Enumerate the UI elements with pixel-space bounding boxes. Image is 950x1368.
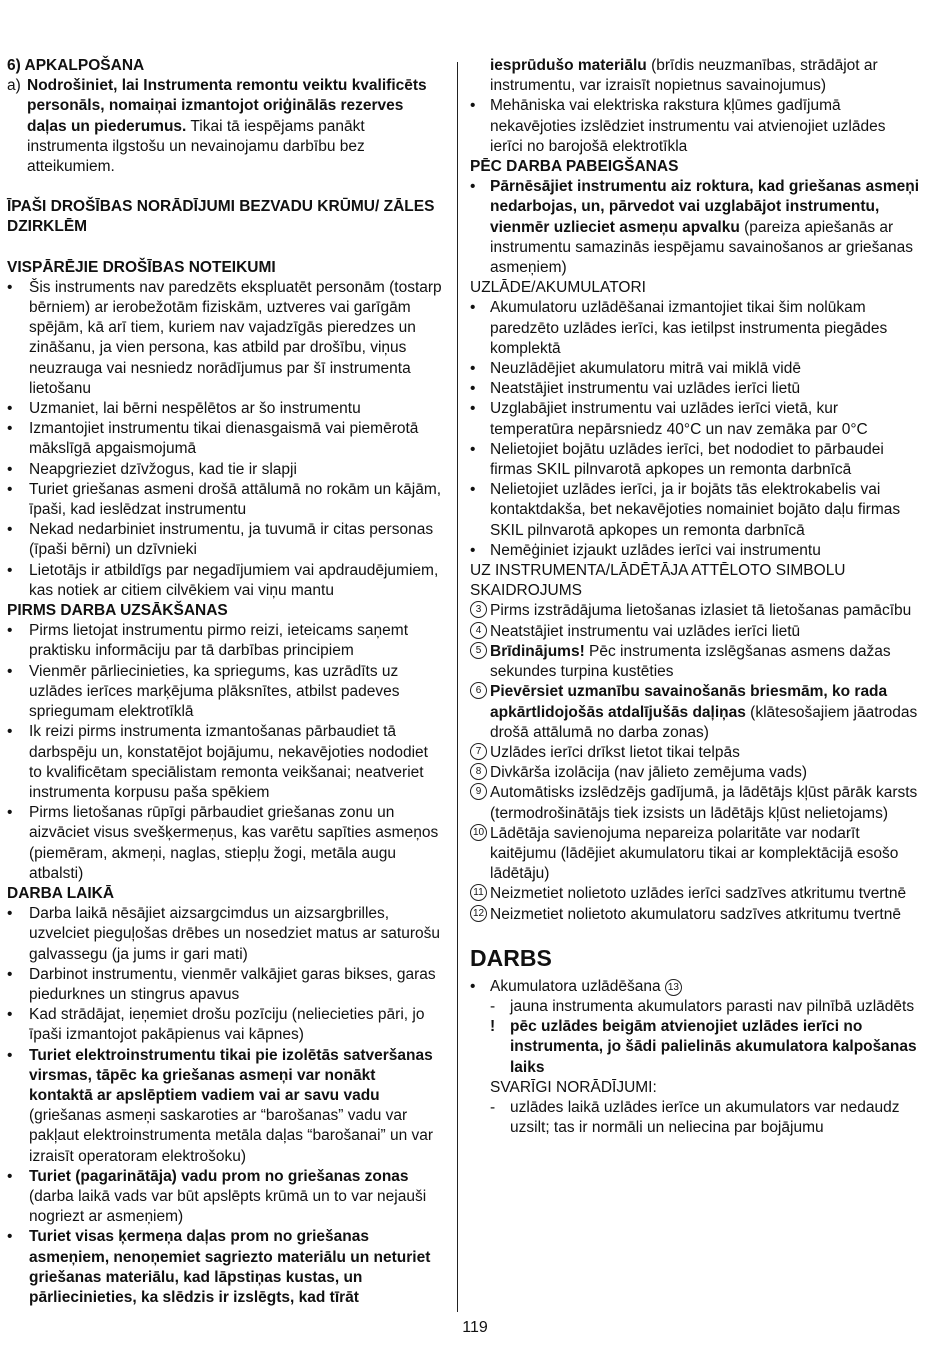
symbol-item: 5 Brīdinājums! Pēc instrumenta izslēgšanas asmens dažas sekundes turpina kustēties	[470, 642, 920, 682]
left-column	[7, 56, 442, 1308]
symbol-item: 10 Lādētāja savienojuma nepareiza polaritāte var nodarīt kaitējumu (lādējiet akumulatoru tikai ar komplektācijā esošo lādētāju)	[470, 824, 920, 885]
dash-icon: -	[490, 997, 496, 1015]
list-item: • Pārnēsājiet instrumentu aiz roktura, kad griešanas asmeņi nedarbojas, un, pārvedot vai uzglabājot instrumentu, vienmēr uzlieciet asmeņu apvalku (pareiza apiešanās ar instrumentu samazinās iespējamu savainošanos ar griešanas asmeņiem)	[470, 178, 919, 277]
symbol-item: 8 Divkārša izolācija (nav jālieto zemējuma vads)	[470, 763, 920, 783]
list-item: • Mehāniska vai elektriska rakstura kļūmes gadījumā nekavējoties izslēdziet instrumentu vai atvienojiet uzlādes ierīci no barojošā elektrotīkla	[470, 97, 886, 155]
bullet-icon: •	[7, 480, 13, 498]
symbols-heading: UZ INSTRUMENTA/LĀDĒTĀJA ATTĒLOTO SIMBOLU SKAIDROJUMS	[470, 562, 846, 600]
bullet-icon: •	[7, 662, 13, 680]
symbol-item: 7 Uzlādes ierīci drīkst lietot tikai telpās	[470, 743, 920, 763]
symbol-item: 9 Automātisks izslēdzējs gadījumā, ja lādētājs kļūst pārāk karsts (termodrošinātājs tiek izsists un lādētājs kļūst nelietojams)	[470, 783, 920, 823]
list-item: • Darba laikā nēsājiet aizsargcimdus un aizsargbrilles, uzvelciet pieguļošas drēbes un nosedziet matus ar saturošu galvassegu (ja jums ir gari mati)	[7, 905, 440, 963]
list-item: • Nelietojiet uzlādes ierīci, ja ir bojāts tās elektrokabelis vai kontaktdakša, bet nekavējoties nomainiet bojāto daļu firmas SKIL pilnvarotā apkopes un remonta darbnīcā	[470, 481, 901, 539]
number-badge: 12	[470, 905, 487, 922]
bullet-icon: •	[470, 299, 476, 317]
symbol-item: 3 Pirms izstrādājuma lietošanas izlasiet tā lietošanas pamācību	[470, 601, 920, 621]
list-item: • Vienmēr pārliecinieties, ka spriegums, kas uzrādīts uz uzlādes ierīces marķējuma plāksnītes, atbilst padeves spriegumam elektrotīklā	[7, 662, 400, 721]
bullet-icon: •	[7, 1167, 13, 1185]
before-list	[7, 621, 442, 884]
list-item: • Turiet griešanas asmeni drošā attālumā no rokām un kājām, īpaši, kad ieslēdzat instrumentu	[7, 480, 442, 519]
bullet-icon: •	[7, 905, 13, 923]
darbs-heading: DARBS	[470, 944, 552, 971]
during-list	[7, 904, 442, 1308]
number-badge: 4	[470, 622, 487, 639]
bullet-icon: •	[7, 723, 13, 741]
section-a-item	[7, 76, 442, 177]
list-item: • Turiet elektroinstrumentu tikai pie izolētās satveršanas virsmas, tāpēc ka griešanas asmeņi var nonākt kontaktā ar apslēptiem vadiem vai ar savu vadu (griešanas asmeņi saskaroties ar “barošanas” vadu var pakļaut elektroinstrumenta metāla daļas “barošanai” un var izraisīt operatoram elektrošoku)	[7, 1046, 434, 1165]
list-item: • Turiet (pagarinātāja) vadu prom no griešanas zonas (darba laikā vads var būt apslēpts krūmā un to var nejauši nogriezt ar asmeņiem)	[7, 1167, 427, 1226]
list-item: • Neuzlādējiet akumulatoru mitrā vai miklā vidē	[470, 359, 920, 379]
symbol-item: 12 Neizmetiet nolietoto akumulatoru sadzīves atkritumu tvertnē	[470, 905, 920, 925]
bullet-icon: •	[7, 804, 13, 822]
bullet-icon: •	[470, 440, 476, 458]
important-heading: SVARĪGI NORĀDĪJUMI:	[490, 1078, 657, 1096]
bullet-icon: •	[7, 1228, 13, 1246]
number-badge: 5	[470, 642, 487, 659]
list-item: • Akumulatora uzlādēšana 13	[470, 977, 920, 997]
charge-list	[470, 298, 920, 561]
exclamation-icon: !	[490, 1018, 496, 1036]
section-title: 6) APKALPOŠANA	[7, 57, 145, 74]
list-item: • Akumulatoru uzlādēšanai izmantojiet tikai šim nolūkam paredzēto uzlādes ierīci, kas ietilpst instrumenta piegādes komplektā	[470, 299, 888, 357]
sub-item: - jauna instrumenta akumulators parasti nav pilnībā uzlādēts	[470, 997, 920, 1017]
before-heading: PIRMS DARBA UZSĀKŠANAS	[7, 602, 228, 620]
bullet-icon: •	[7, 561, 13, 579]
number-badge: 9	[470, 783, 487, 800]
number-badge: 6	[470, 682, 487, 699]
list-item: • Nelietojiet bojātu uzlādes ierīci, bet nododiet to pārbaudei firmas SKIL pilnvarotā apkopes un remonta darbnīcā	[470, 440, 884, 479]
list-item: • Kad strādājat, ieņemiet drošu pozīciju (neliecieties pāri, jo īpaši izmantojot pakāpienus vai kāpnes)	[7, 1006, 425, 1044]
number-badge: 10	[470, 824, 487, 841]
number-badge: 7	[470, 743, 487, 760]
bullet-icon: •	[7, 420, 13, 438]
sub-item: - uzlādes laikā uzlādes ierīce un akumulators var nedaudz uzsilt; tas ir normāli un neliecina par bojājumu	[490, 1098, 900, 1137]
list-item: iesprūdušo materiālu (brīdis neuzmanības, strādājot ar instrumentu, var izraisīt nopietnus savainojumus)	[490, 57, 878, 95]
symbols-list	[470, 601, 920, 924]
page-number: 119	[462, 1319, 488, 1336]
list-item: • Uzmaniet, lai bērni nespēlētos ar šo instrumentu	[7, 399, 442, 419]
bullet-icon: •	[7, 278, 13, 296]
bullet-icon: •	[470, 481, 476, 499]
list-item: • Šis instruments nav paredzēts ekspluatēt personām (tostarp bērniem) ar ierobežotām fiziskām, uztveres vai garīgām spējām, kā arī tiem, kuriem nav vajadzīgās pieredzes un zināšanu, ja vien persona, kas atbild par drošību, viņus neuzrauga vai nesniedz norādījumus par šī instrumenta lietošanu	[7, 278, 442, 397]
list-item: • Neatstājiet instrumentu vai uzlādes ierīci lietū	[470, 379, 920, 399]
charge-heading: UZLĀDE/AKUMULATORI	[470, 279, 646, 297]
list-item: • Lietotājs ir atbildīgs par negadījumiem vai apdraudējumiem, kas notiek ar citiem cilvēkiem vai viņu mantu	[7, 561, 439, 599]
list-item: • Izmantojiet instrumentu tikai dienasgaismā vai piemērotā mākslīgā apgaismojumā	[7, 420, 419, 458]
number-badge: 11	[470, 884, 487, 901]
number-badge: 8	[470, 763, 487, 780]
symbol-item: 11 Neizmetiet nolietoto uzlādes ierīci sadzīves atkritumu tvertnē	[470, 884, 920, 904]
list-item: • Darbinot instrumentu, vienmēr valkājiet garas bikses, garas piedurknes un stingrus apavus	[7, 965, 436, 1003]
column-divider	[457, 62, 458, 1312]
number-badge: 13	[665, 979, 682, 996]
list-item: • Neapgrieziet dzīvžogus, kad tie ir slapji	[7, 460, 442, 480]
sub-item: ! pēc uzlādes beigām atvienojiet uzlādes ierīci no instrumenta, jo šādi palielinās akumulatora kalpošanas laiks	[490, 1018, 917, 1076]
bullet-icon: •	[7, 1006, 13, 1024]
bullet-icon: •	[7, 622, 13, 640]
bullet-icon: •	[7, 1046, 13, 1064]
symbol-item: 6 Pievērsiet uzmanību savainošanās briesmām, ko rada apkārtlidojošās atdalījušās daļiņas (klātesošajiem jāatrodas drošā attālumā no darba zonas)	[470, 682, 920, 743]
bullet-icon: •	[470, 97, 476, 115]
list-item: • Turiet visas ķermeņa daļas prom no griešanas asmeņiem, nenoņemiet sagriezto materiālu un neturiet griešanas materiālu, kad lāpstiņas kustas, un pārliecinieties, ka slēdzis ir izslēgts, kad tīrāt	[7, 1228, 431, 1306]
symbol-item: 4 Neatstājiet instrumentu vai uzlādes ierīci lietū	[470, 622, 920, 642]
list-item: • Pirms lietojat instrumentu pirmo reizi, ieteicams saņemt praktisku informāciju par tā darbības principiem	[7, 622, 409, 660]
bullet-icon: •	[7, 400, 13, 418]
bullet-icon: •	[7, 965, 13, 983]
right-column	[470, 56, 920, 1138]
during-heading: DARBA LAIKĀ	[7, 884, 115, 902]
bullet-icon: •	[470, 178, 476, 196]
bullet-icon: •	[7, 521, 13, 539]
list-item: • Pirms lietošanas rūpīgi pārbaudiet griešanas zonu un aizvāciet visus svešķermeņus, kas varētu sapīties asmeņos (piemēram, akmeņi, naglas, stiepļu žogi, metāla augu atbalsti)	[7, 804, 439, 882]
bullet-icon: •	[470, 400, 476, 418]
list-item: • Uzglabājiet instrumentu vai uzlādes ierīci vietā, kur temperatūra nepārsniedz 40°C un nav zemāka par 0°C	[470, 400, 868, 438]
after-heading: PĒC DARBA PABEIGŠANAS	[470, 158, 679, 176]
general-list	[7, 278, 442, 601]
special-heading: ĪPAŠI DROŠĪBAS NORĀDĪJUMI BEZVADU KRŪMU/ ZĀLES DZIRKLĒM	[7, 198, 435, 236]
bullet-icon: •	[470, 541, 476, 559]
body-text: Tikai tā iespējams panākt instrumenta ilgstošu un nevainojamu darbību bez atteikumiem.	[27, 117, 365, 176]
bullet-icon: •	[470, 977, 476, 995]
bullet-icon: •	[7, 460, 13, 478]
bullet-icon: •	[470, 360, 476, 378]
general-heading: VISPĀRĒJIE DROŠĪBAS NOTEIKUMI	[7, 258, 276, 276]
list-item: • Nekad nedarbiniet instrumentu, ja tuvumā ir citas personas (īpaši bērni) un dzīvnieki	[7, 521, 434, 559]
number-badge: 3	[470, 601, 487, 618]
list-item: • Nemēģiniet izjaukt uzlādes ierīci vai instrumentu	[470, 541, 920, 561]
item-marker: a)	[7, 77, 21, 95]
list-item: • Ik reizi pirms instrumenta izmantošanas pārbaudiet tā darbspēju un, konstatējot bojājumu, nekavējoties nododiet to kvalificētam speciālistam remonta veikšanai; neatveriet instrumenta korpusu paša spēkiem	[7, 723, 428, 801]
dash-icon: -	[490, 1098, 496, 1116]
bullet-icon: •	[470, 380, 476, 398]
bold-text: Nodrošiniet, lai Instrumenta remontu veiktu kvalificēts personāls, nomaiņai izmantojot oriģinālās rezerves daļas un piederumus.	[27, 77, 427, 135]
